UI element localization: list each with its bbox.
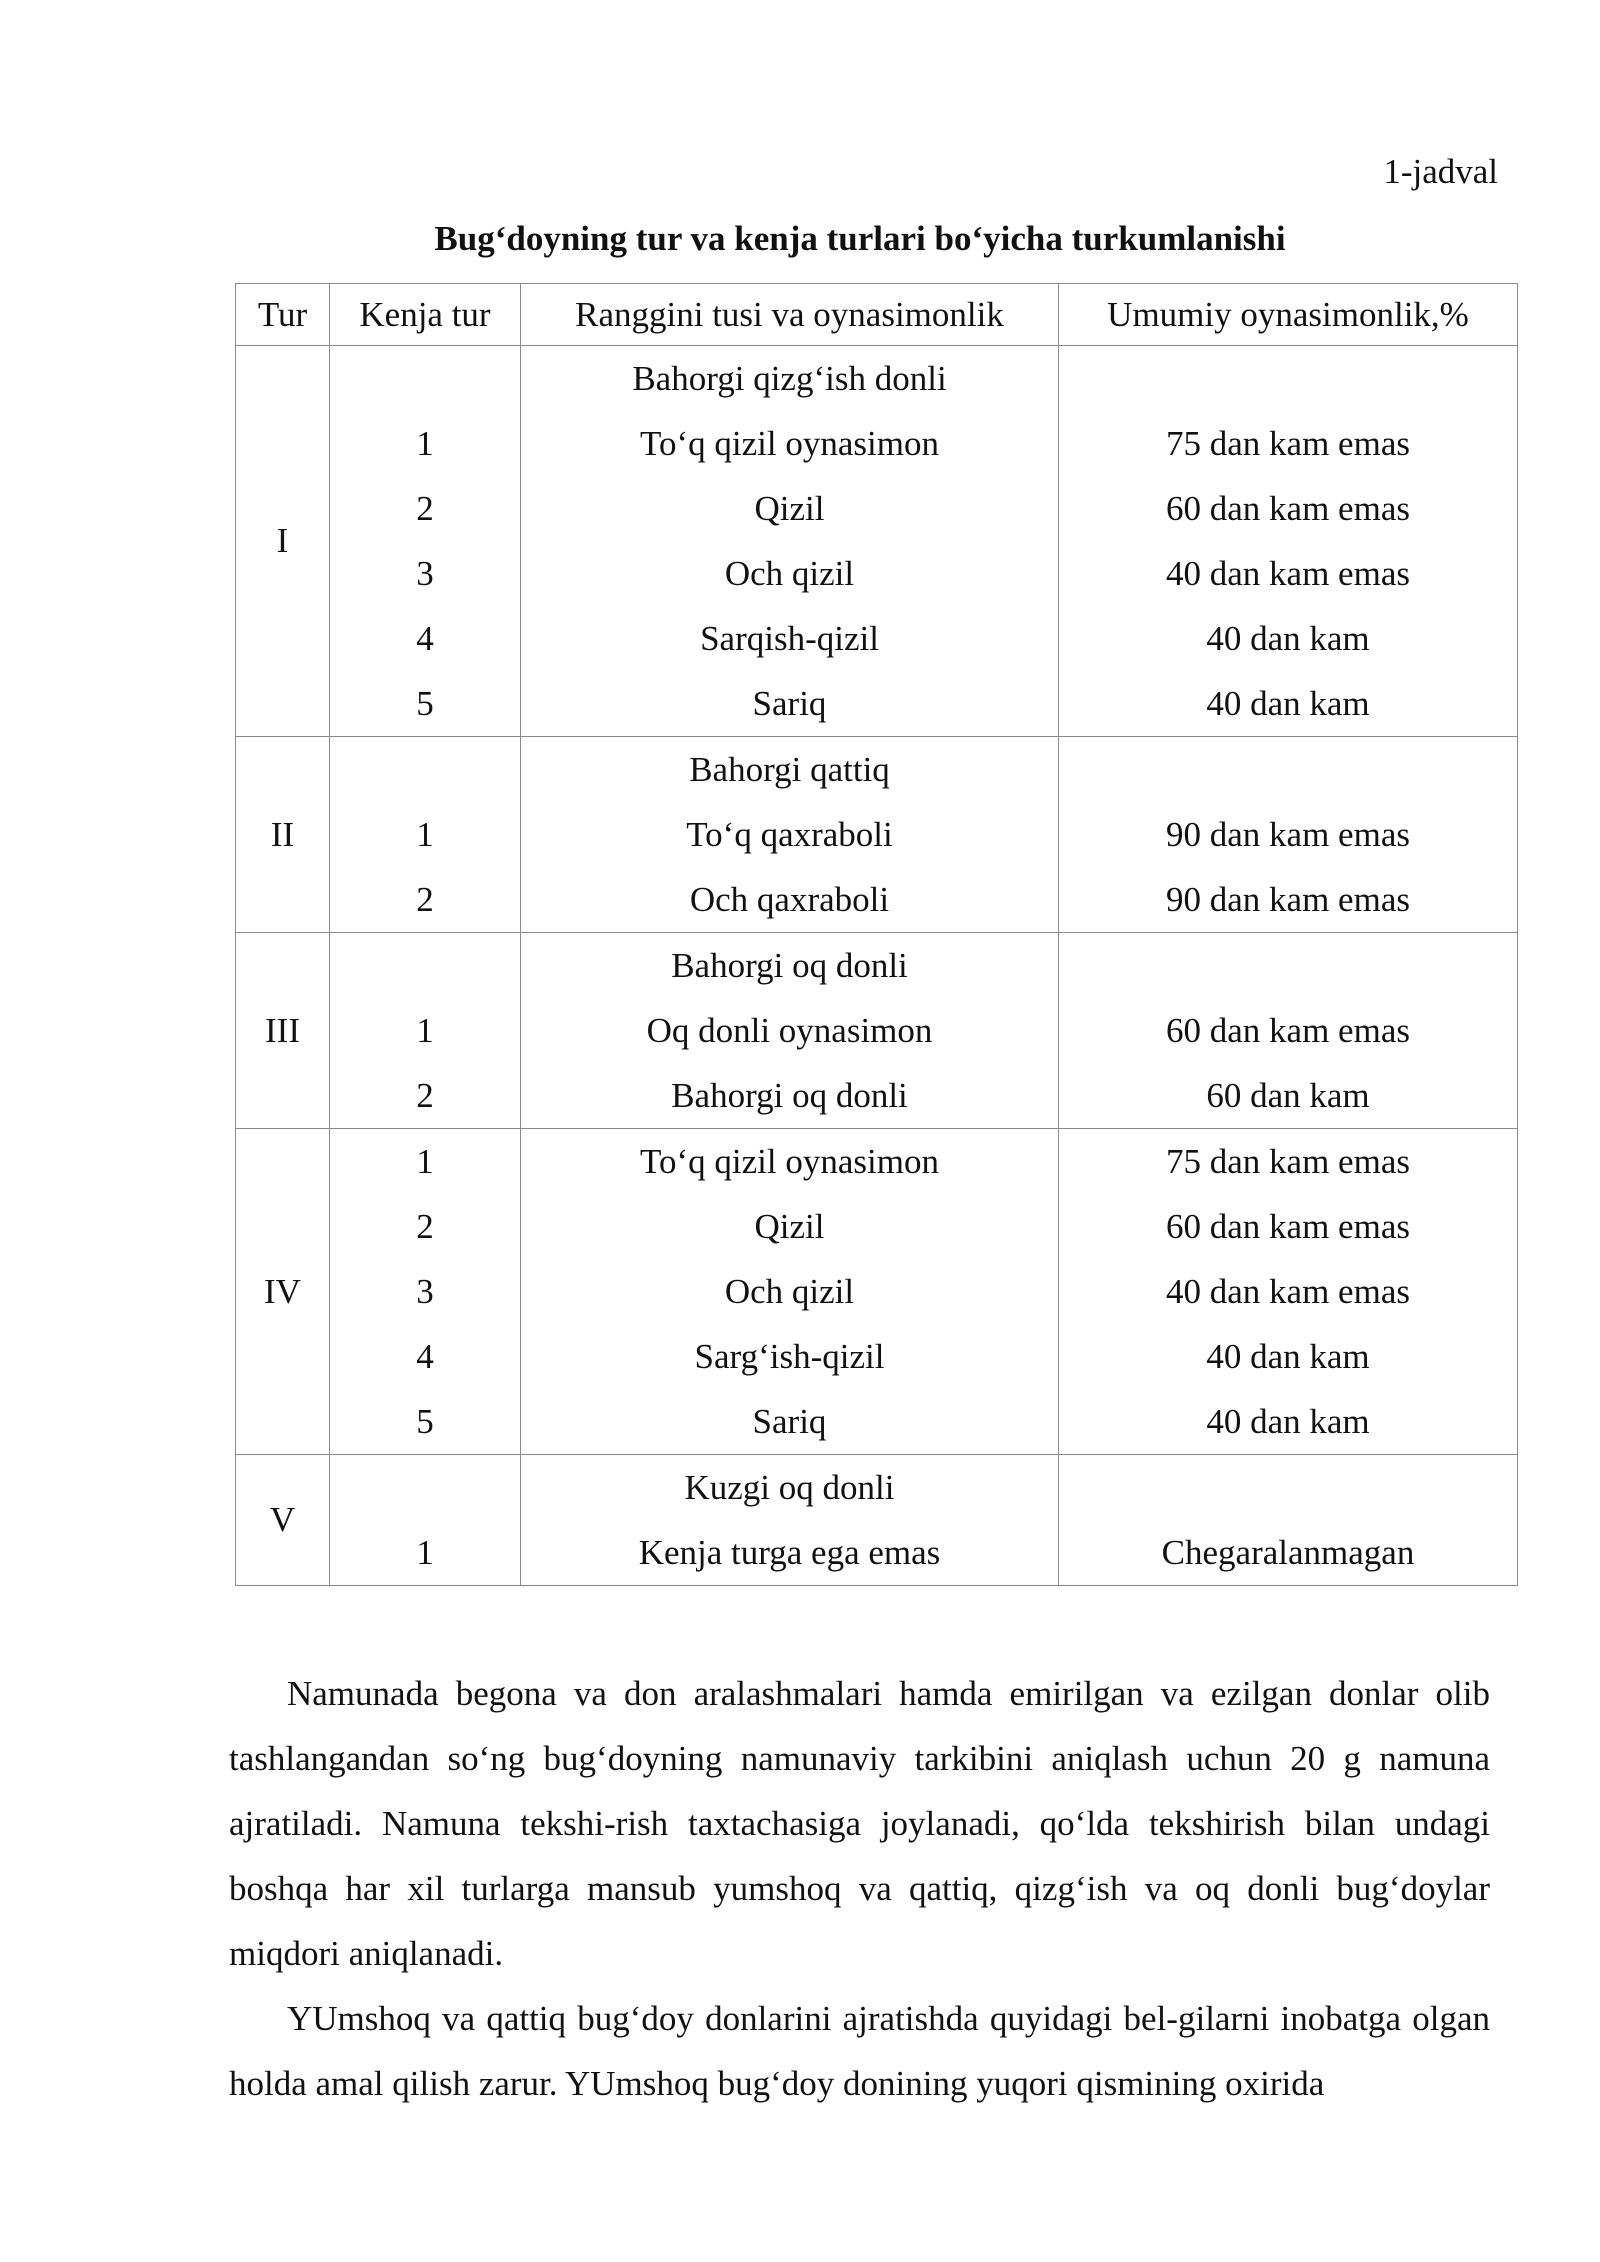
umumiy-value: 60 dan kam emas: [1166, 1011, 1410, 1050]
umumiy-cell: [1059, 346, 1518, 737]
kenja-cell: [330, 1129, 521, 1455]
header-tur: Tur: [236, 284, 330, 346]
table-body: [236, 346, 1518, 1586]
kenja-value: 1: [416, 815, 434, 854]
table-row-group: [236, 1129, 1518, 1455]
kenja-value: 3: [416, 1272, 434, 1311]
rang-value: To‘q qaxraboli: [686, 815, 893, 854]
umumiy-value: 40 dan kam: [1206, 684, 1370, 723]
header-kenja-tur: Kenja tur: [330, 284, 521, 346]
rang-cell: [521, 737, 1059, 933]
rang-value: Sarg‘ish-qizil: [694, 1337, 885, 1376]
header-rang: Ranggini tusi va oynasimonlik: [521, 284, 1059, 346]
kenja-value: 1: [416, 1142, 434, 1181]
group-subtitle: Bahorgi oq donli: [671, 946, 908, 985]
kenja-value: 4: [416, 1337, 434, 1376]
kenja-value: 1: [416, 1011, 434, 1050]
umumiy-value: 90 dan kam emas: [1166, 880, 1410, 919]
table-row-group: [236, 737, 1518, 933]
rang-cell: [521, 933, 1059, 1129]
kenja-value: 4: [416, 619, 434, 658]
kenja-value: 5: [416, 1402, 434, 1441]
kenja-cell: [330, 1455, 521, 1586]
tur-cell: III: [236, 933, 330, 1129]
kenja-value: 5: [416, 684, 434, 723]
rang-value: Qizil: [754, 489, 825, 528]
rang-cell: [521, 1455, 1059, 1586]
rang-value: Kenja turga ega emas: [638, 1533, 941, 1572]
kenja-cell: [330, 737, 521, 933]
body-paragraph: Namunada begona va don aralashmalari hamda emirilgan va ezilgan donlar olib tashlangandan so‘ng bug‘doyning namunaviy tarkibini aniqlash uchun 20 g namuna ajratiladi. Namuna tekshi-rish taxtachasiga joylanadi, qo‘lda tekshirish bilan undagi boshqa har xil turlarga mansub yumshoq va qattiq, qizg‘ish va oq donli bug‘doylar miqdori aniqlanadi.: [229, 1674, 1490, 1973]
umumiy-value: 40 dan kam emas: [1166, 554, 1410, 593]
umumiy-value: 75 dan kam emas: [1166, 1142, 1410, 1181]
umumiy-value: 90 dan kam emas: [1166, 815, 1410, 854]
header-row: [236, 284, 1518, 346]
rang-value: Och qizil: [724, 1272, 855, 1311]
umumiy-cell: [1059, 1129, 1518, 1455]
group-subtitle: Bahorgi qizg‘ish donli: [632, 359, 947, 398]
table-row-group: [236, 346, 1518, 737]
table-label: 1-jadval: [1383, 152, 1498, 191]
table-header: [236, 284, 1518, 346]
rang-value: Och qizil: [724, 554, 855, 593]
table-row-group: [236, 1455, 1518, 1586]
umumiy-value: 60 dan kam emas: [1166, 489, 1410, 528]
tur-cell: I: [236, 346, 330, 737]
group-subtitle: Kuzgi oq donli: [684, 1468, 895, 1507]
kenja-cell: [330, 933, 521, 1129]
table-title: Bug‘doyning tur va kenja turlari bo‘yicha turkumlanishi: [434, 219, 1286, 258]
kenja-cell: [330, 346, 521, 737]
rang-value: Bahorgi oq donli: [671, 1076, 908, 1115]
tur-cell: II: [236, 737, 330, 933]
rang-value: Sariq: [752, 1402, 827, 1441]
rang-value: Och qaxraboli: [689, 880, 890, 919]
umumiy-cell: [1059, 737, 1518, 933]
umumiy-value: 40 dan kam: [1206, 619, 1370, 658]
kenja-value: 2: [416, 1076, 434, 1115]
umumiy-value: 60 dan kam emas: [1166, 1207, 1410, 1246]
umumiy-value: 75 dan kam emas: [1166, 424, 1410, 463]
rang-value: Sariq: [752, 684, 827, 723]
rang-value: Sarqish-qizil: [700, 619, 879, 658]
umumiy-value: 40 dan kam: [1206, 1337, 1370, 1376]
umumiy-value: 60 dan kam: [1206, 1076, 1370, 1115]
header-umumiy: Umumiy oynasimonlik,%: [1059, 284, 1518, 346]
tur-cell: V: [236, 1455, 330, 1586]
rang-value: Qizil: [754, 1207, 825, 1246]
kenja-value: 2: [416, 880, 434, 919]
umumiy-value: 40 dan kam emas: [1166, 1272, 1410, 1311]
rang-cell: [521, 346, 1059, 737]
rang-cell: [521, 1129, 1059, 1455]
rang-value: To‘q qizil oynasimon: [640, 1142, 939, 1181]
kenja-value: 3: [416, 554, 434, 593]
body-paragraph: YUmshoq va qattiq bug‘doy donlarini ajratishda quyidagi bel-gilarni inobatga olgan holda amal qilish zarur. YUmshoq bug‘doy donining yuqori qismining oxirida: [229, 1999, 1490, 2103]
rang-value: Oq donli oynasimon: [646, 1011, 933, 1050]
umumiy-value: 40 dan kam: [1206, 1402, 1370, 1441]
table-row-group: [236, 933, 1518, 1129]
umumiy-cell: [1059, 933, 1518, 1129]
tur-cell: IV: [236, 1129, 330, 1455]
kenja-value: 2: [416, 1207, 434, 1246]
kenja-value: 1: [416, 1533, 434, 1572]
classification-table: [235, 283, 1518, 1586]
kenja-value: 1: [416, 424, 434, 463]
umumiy-value: Chegaralanmagan: [1161, 1533, 1415, 1572]
rang-value: To‘q qizil oynasimon: [640, 424, 939, 463]
kenja-value: 2: [416, 489, 434, 528]
group-subtitle: Bahorgi qattiq: [689, 750, 890, 789]
umumiy-cell: [1059, 1455, 1518, 1586]
